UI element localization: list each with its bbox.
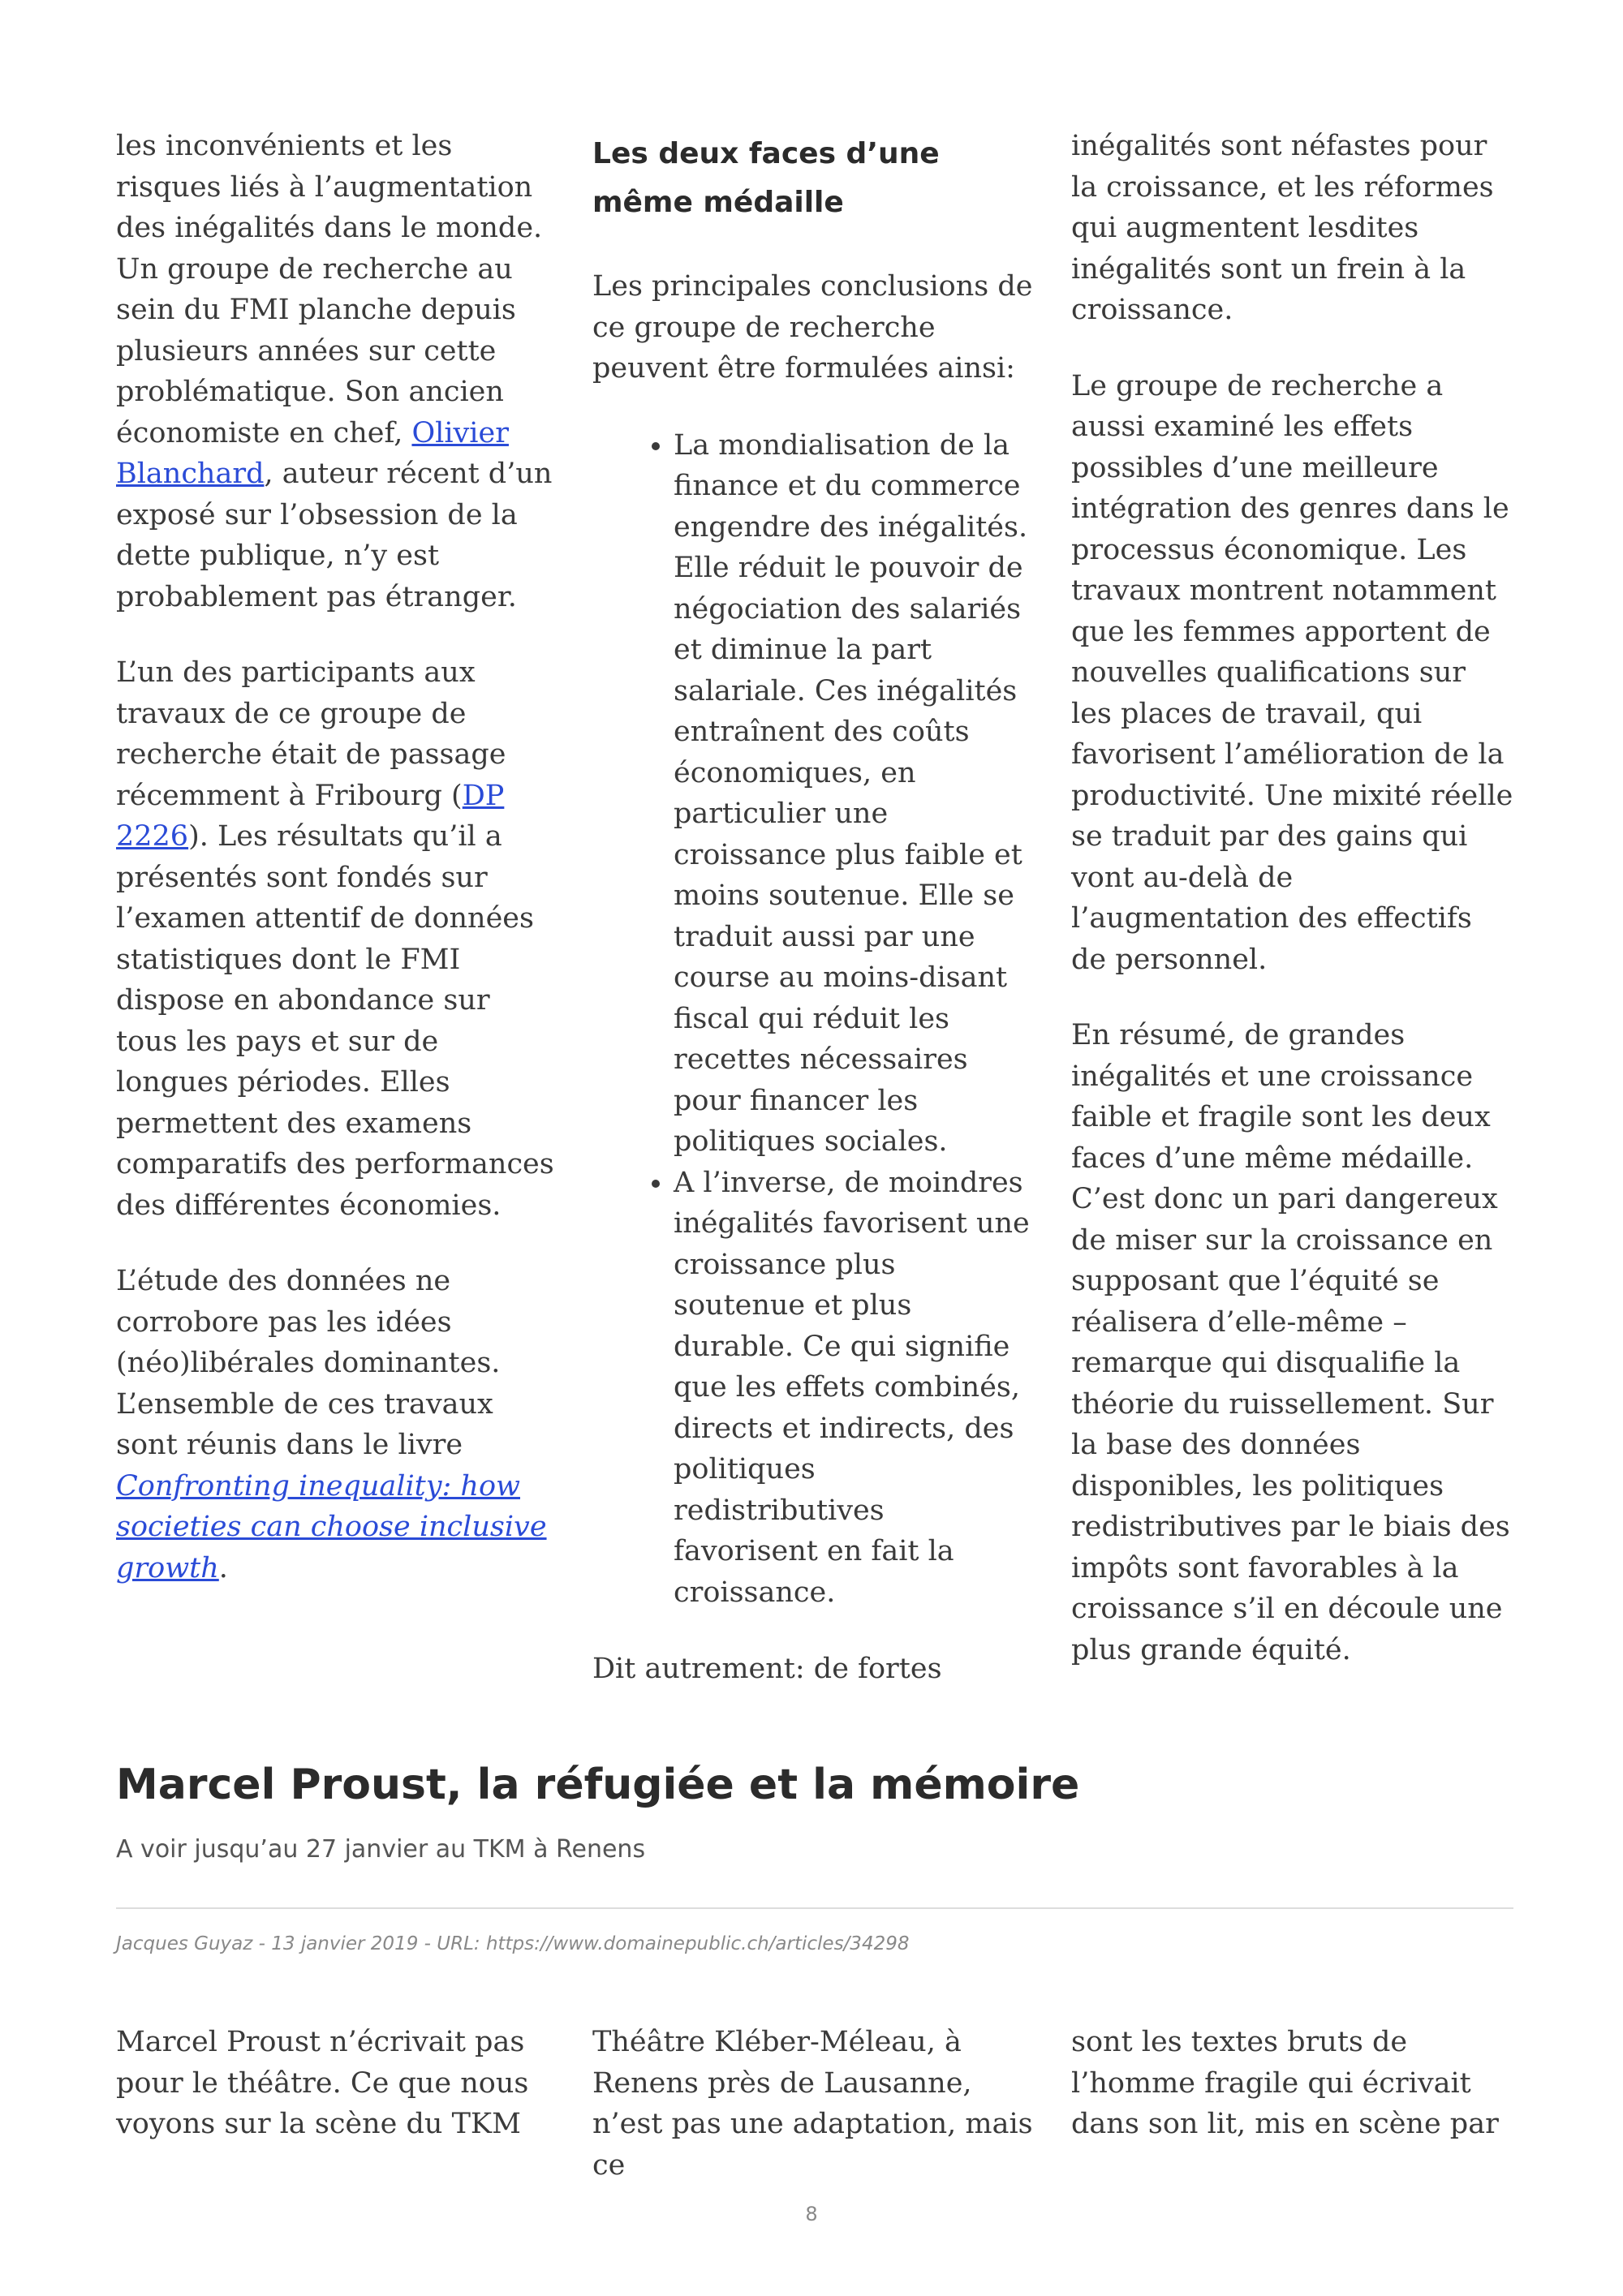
article1-paragraph: En résumé, de grandes inégalités et une croissance faible et fragile sont les deux faces d’une même médaille. C’est donc un pari dangereux de miser sur la croissance en supposant que l’équité se réalisera d’elle-même – remarque qui disqualifie la théorie du ruissellement. Sur la base des données disponibles, les politiques redistributives par le biais des impôts sont favorables à la croissance s’il en découle une plus grande équité. — [1071, 1019, 1510, 1666]
dp-2226-link[interactable]: DP 2226 — [116, 779, 505, 853]
article1-paragraph: les inconvénients et les risques liés à l’augmentation des inégalités dans le monde. Un groupe de recherche au sein du FMI planche depuis plusieurs années sur cette problématique. Son ancien économiste en chef, Olivier Blanchard, auteur récent d’un exposé sur l’obsession de la dette publique, n’y est probablement pas étranger. — [116, 130, 553, 613]
article1-paragraph: L’étude des données ne corrobore pas les idées (néo)libérales dominantes. L’ensemble de ces travaux sont réunis dans le livre Confronting inequality: how societies can choose inclusive growth. — [116, 1265, 547, 1584]
article1-paragraph: Les principales conclusions de ce groupe de recherche peuvent être formulées ainsi: — [592, 270, 1033, 385]
article2-column-3 — [1071, 2022, 1513, 2145]
olivier-blanchard-link[interactable]: Olivier Blanchard — [116, 416, 509, 490]
article1-paragraph: inégalités sont néfastes pour la croissance, et les réformes qui augmentent lesdites inégalités sont un frein à la croissance. — [1071, 130, 1494, 326]
divider — [116, 1907, 1513, 1909]
article1-paragraph: Le groupe de recherche a aussi examiné les effets possibles d’une meilleure intégration des genres dans le processus économique. Les travaux montrent notamment que les femmes apportent de nouvelles qualifications sur les places de travail, qui favorisent l’amélioration de la productivité. Une mixité réelle se traduit par des gains qui vont au-delà de l’augmentation des effectifs de personnel. — [1071, 369, 1513, 976]
list-item: • La mondialisation de la finance et du commerce engendre des inégalités. Elle réduit le pouvoir de négociation des salariés et diminue la part salariale. Ces inégalités entraînent des coûts économiques, en particulier une croissance plus faible et moins soutenue. Elle se traduit aussi par une course au moins-disant fiscal qui réduit les recettes nécessaires pour financer les politiques sociales. — [674, 425, 1035, 1163]
article1-column-1 — [116, 126, 558, 1589]
confronting-inequality-book-link[interactable]: Confronting inequality: how societies can choose inclusive growth — [116, 1469, 547, 1584]
section-subheading: Les deux faces d’une même médaille — [592, 137, 940, 219]
list-item: • A l’inverse, de moindres inégalités favorisent une croissance plus soutenue et plus durable. Ce qui signifie que les effets combinés, directs et indirects, des politiques redistributives favorisent en fait la croissance. — [674, 1163, 1035, 1614]
article2-subtitle: A voir jusqu’au 27 janvier au TKM à Renens — [116, 1835, 646, 1864]
article1-paragraph: L’un des participants aux travaux de ce groupe de recherche était de passage récemment à Fribourg (DP 2226). Les résultats qu’il a présentés sont fondés sur l’examen attentif de données statistiques dont le FMI dispose en abondance sur tous les pays et sur de longues périodes. Elles permettent des examens comparatifs des performances des différentes économies. — [116, 656, 554, 1222]
article2-paragraph: Marcel Proust n’écrivait pas pour le théâtre. Ce que nous voyons sur la scène du TKM — [116, 2026, 529, 2140]
page-number: 8 — [805, 2203, 818, 2225]
article2-paragraph: Théâtre Kléber-Méleau, à Renens près de Lausanne, n’est pas une adaptation, mais ce — [592, 2026, 1033, 2182]
article2-byline: Jacques Guyaz - 13 janvier 2019 - URL: https://www.domainepublic.ch/articles/34298 — [116, 1933, 910, 1954]
article2-title: Marcel Proust, la réfugiée et la mémoire — [116, 1761, 1080, 1809]
article2-column-2 — [592, 2022, 1035, 2186]
article2-paragraph: sont les textes bruts de l’homme fragile qui écrivait dans son lit, mis en scène par — [1071, 2026, 1499, 2140]
article1-paragraph: Dit autrement: de fortes — [592, 1653, 942, 1685]
article1-column-2 — [592, 130, 1035, 1690]
article2-column-1 — [116, 2022, 558, 2145]
conclusions-list — [592, 425, 1035, 1614]
article1-column-3 — [1071, 126, 1513, 1670]
